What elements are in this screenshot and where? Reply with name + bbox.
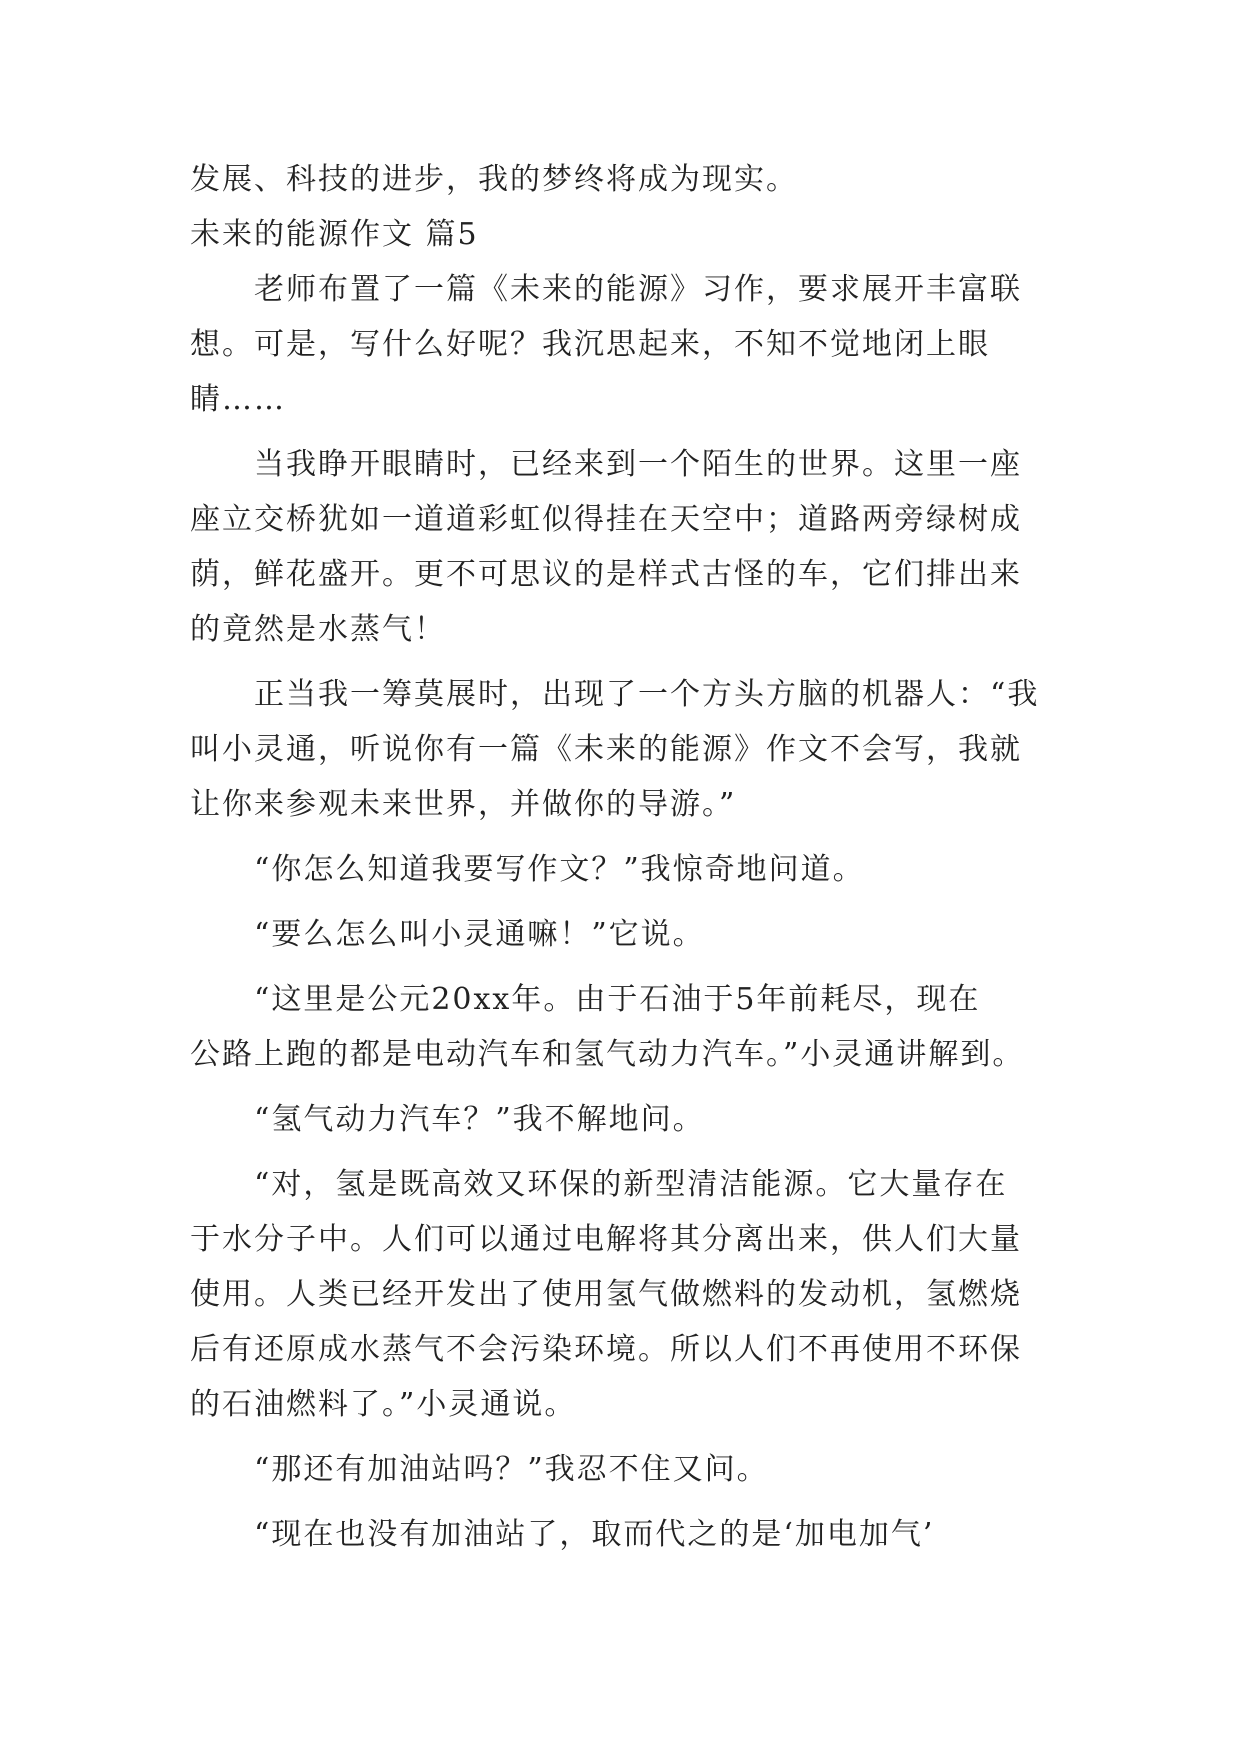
paragraph-start-line: “要么怎么叫小灵通嘛！”它说。 — [254, 917, 705, 952]
text-line: 荫，鲜花盛开。更不可思议的是样式古怪的车，它们排出来 — [190, 557, 1022, 592]
paragraph-start-line: 正当我一筹莫展时，出现了一个方头方脑的机器人：“我 — [254, 677, 1040, 712]
paragraph-start-line: “氢气动力汽车？”我不解地问。 — [254, 1102, 705, 1137]
paragraph-start-line: “现在也没有加油站了，取而代之的是‘加电加气’ — [254, 1517, 935, 1552]
section-heading: 未来的能源作文 篇5 — [190, 217, 479, 252]
text-line: 的石油燃料了。”小灵通说。 — [190, 1387, 577, 1422]
paragraph-start-line: “对，氢是既高效又环保的新型清洁能源。它大量存在 — [254, 1167, 1008, 1202]
text-line: 发展、科技的进步，我的梦终将成为现实。 — [190, 162, 798, 197]
text-line: 使用。人类已经开发出了使用氢气做燃料的发动机，氢燃烧 — [190, 1277, 1022, 1312]
paragraph-start-line: 当我睁开眼睛时，已经来到一个陌生的世界。这里一座 — [254, 447, 1022, 482]
text-line: 座立交桥犹如一道道彩虹似得挂在天空中；道路两旁绿树成 — [190, 502, 1022, 537]
paragraph-start-line: 老师布置了一篇《未来的能源》习作，要求展开丰富联 — [254, 272, 1022, 307]
text-line: 于水分子中。人们可以通过电解将其分离出来，供人们大量 — [190, 1222, 1022, 1257]
text-line: 后有还原成水蒸气不会污染环境。所以人们不再使用不环保 — [190, 1332, 1022, 1367]
text-line: 让你来参观未来世界，并做你的导游。” — [190, 787, 737, 822]
text-line: 公路上跑的都是电动汽车和氢气动力汽车。”小灵通讲解到。 — [190, 1037, 1025, 1072]
paragraph-start-line: “那还有加油站吗？”我忍不住又问。 — [254, 1452, 769, 1487]
paragraph-start-line: “你怎么知道我要写作文？”我惊奇地问道。 — [254, 852, 865, 887]
text-line: 睛…… — [190, 382, 286, 417]
text-line: 的竟然是水蒸气！ — [190, 612, 446, 647]
text-line: 想。可是，写什么好呢？我沉思起来，不知不觉地闭上眼 — [190, 327, 990, 362]
paragraph-start-line: “这里是公元20xx年。由于石油于5年前耗尽，现在 — [254, 982, 981, 1017]
text-line: 叫小灵通，听说你有一篇《未来的能源》作文不会写，我就 — [190, 732, 1022, 767]
